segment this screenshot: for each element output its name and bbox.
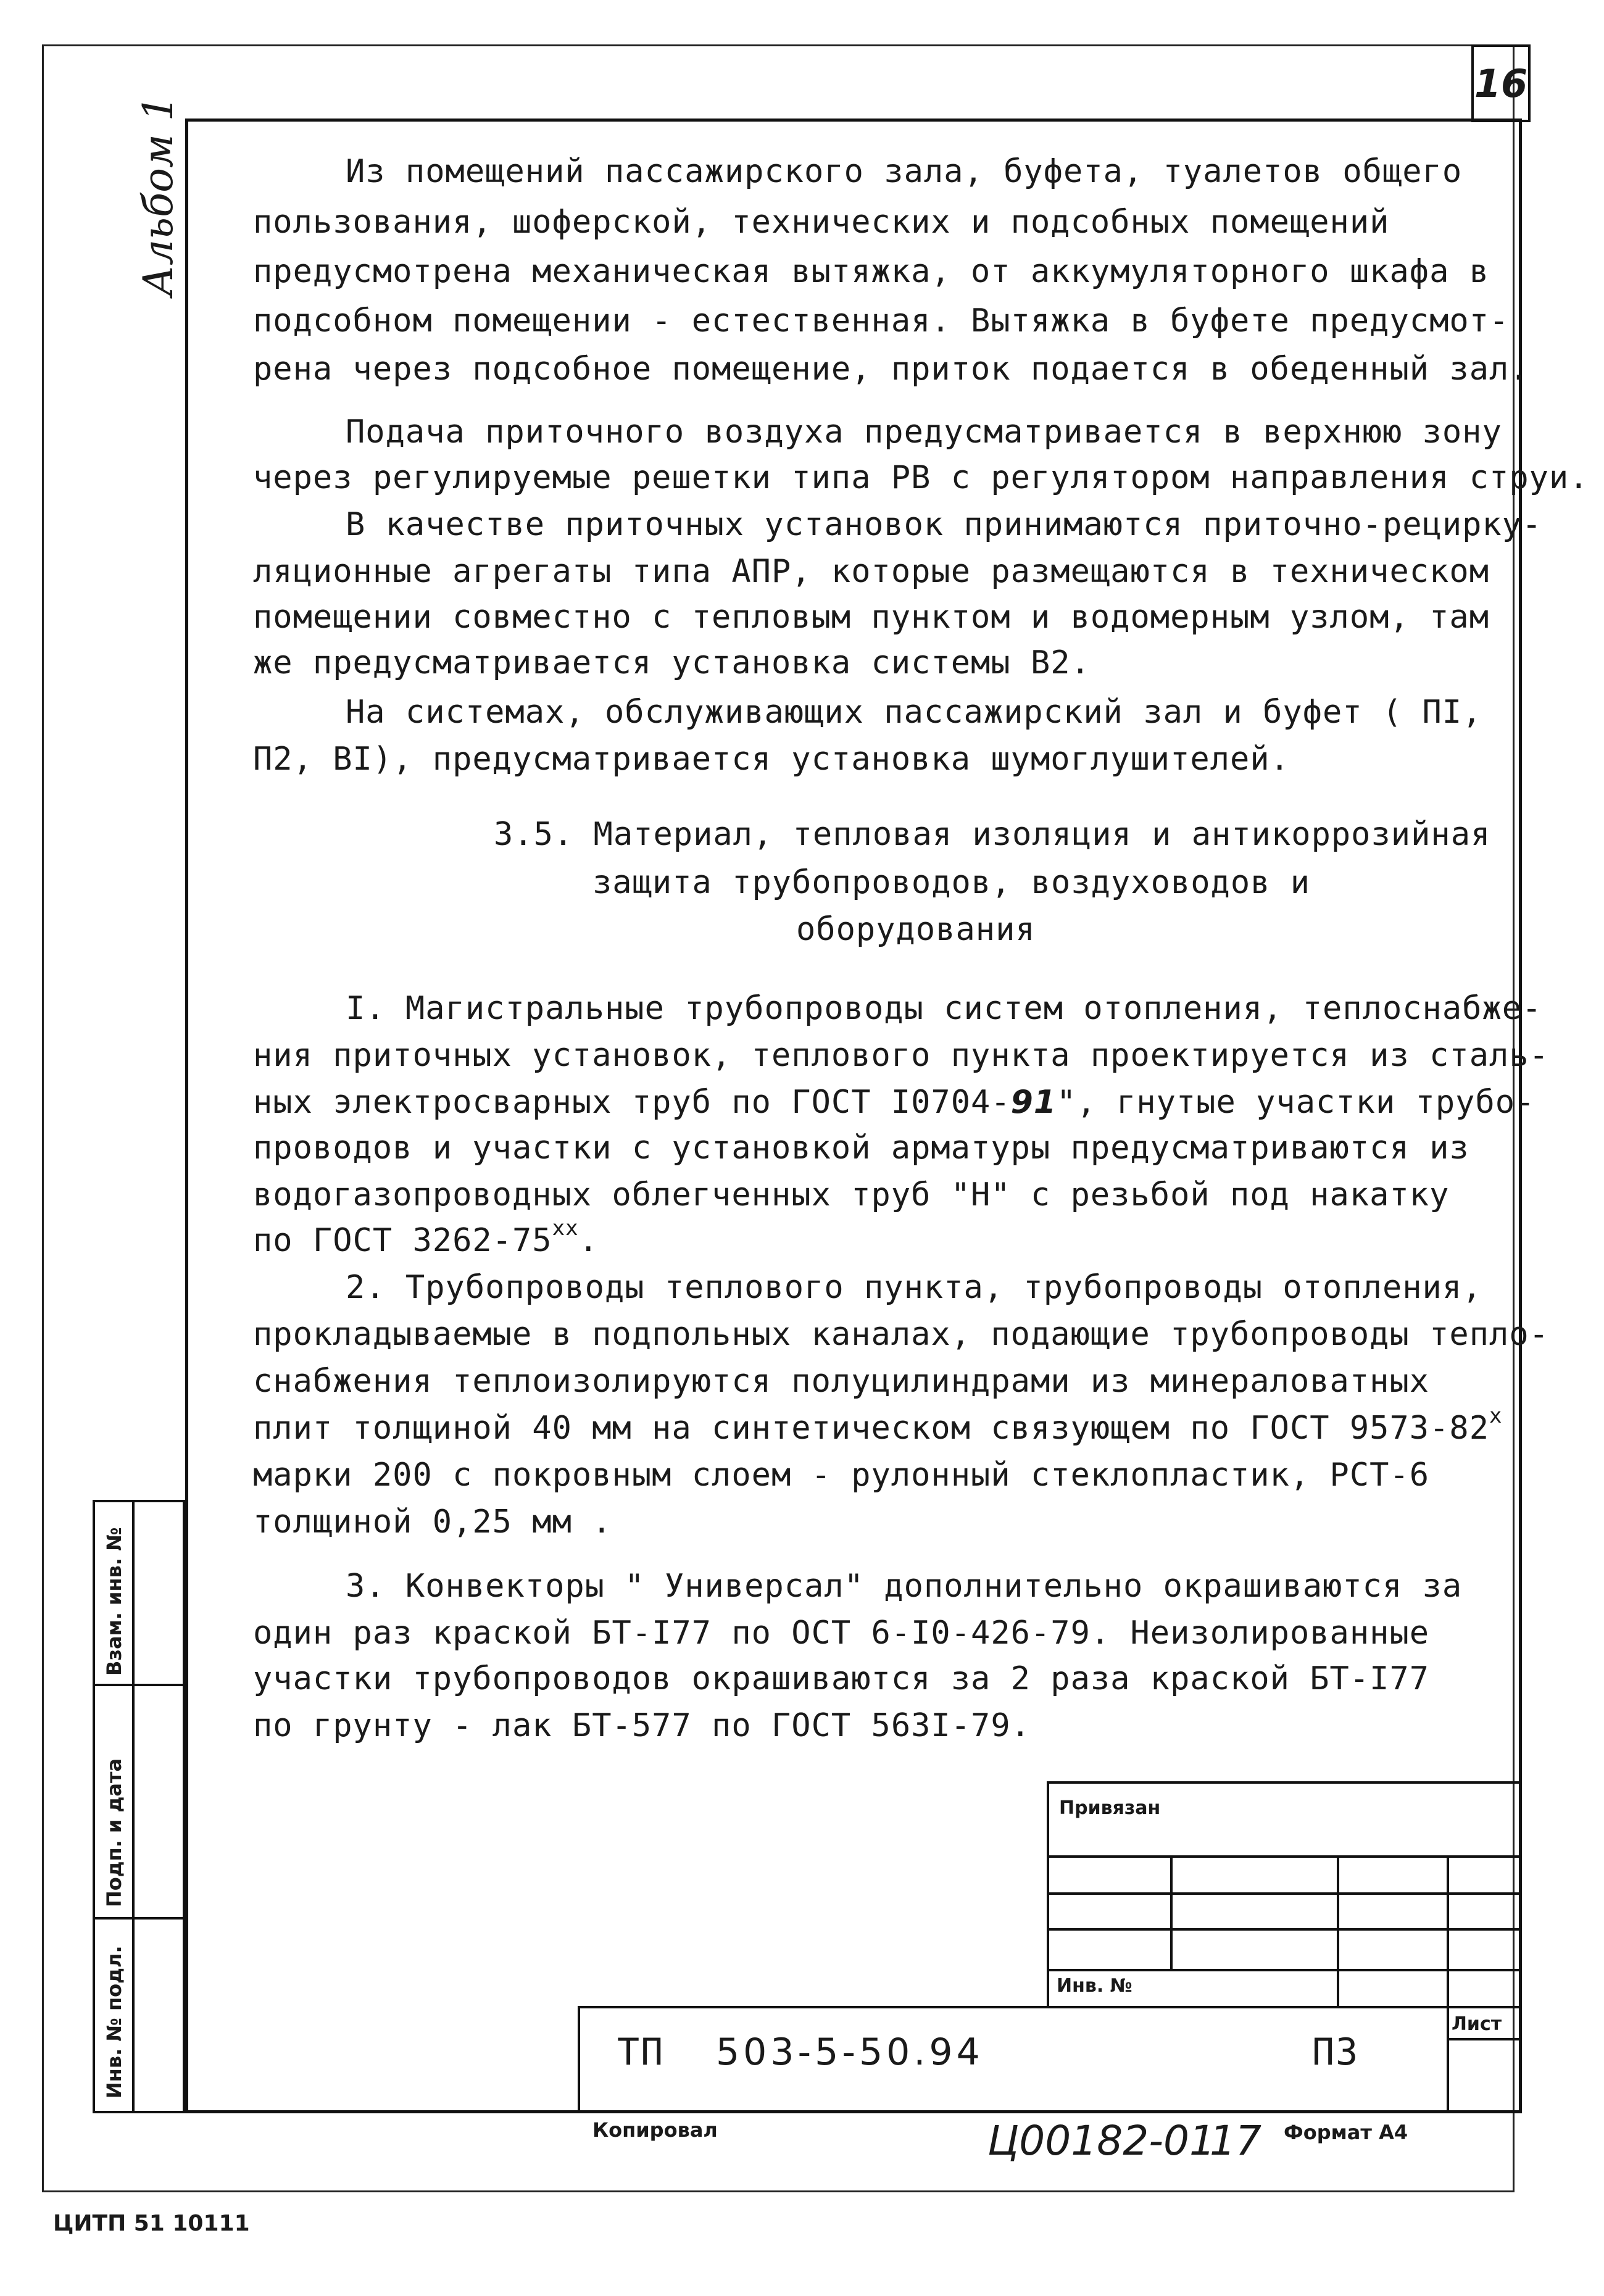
publisher-mark: ЦИТП 51 10111 (53, 2211, 250, 2236)
stamp-sheet-label: Лист (1452, 2013, 1502, 2035)
text-line: На системах, обслуживающих пассажирский зал и буфет ( ПI, (346, 694, 1482, 731)
text-line: I. Магистральные трубопроводы систем отопления, теплоснабже- (346, 990, 1542, 1027)
label-original-inventory-no: Инв. № подл. (102, 1945, 126, 2098)
page-number: 16 (1471, 44, 1531, 122)
label-replacement-inventory-no: Взам. инв. № (102, 1527, 126, 1676)
text-line: Подача приточного воздуха предусматривается в верхнюю зону (346, 414, 1502, 451)
doc-section: ПЗ (1312, 2031, 1360, 2074)
text-line: же предусматривается установка системы В2. (253, 644, 1091, 681)
text-line: толщиной 0,25 мм . (253, 1504, 612, 1541)
order-number: Ц00182-01 (987, 2117, 1215, 2165)
sheet-handwritten: 17 (1210, 2117, 1261, 2165)
text-line: по грунту - лак БТ-577 по ГОСТ 563I-79. (253, 1707, 1031, 1744)
stamp-inventory-label: Инв. № (1057, 1975, 1132, 1997)
text-line: предусмотрена механическая вытяжка, от аккумуляторного шкафа в (253, 253, 1490, 290)
text-line: подсобном помещении - естественная. Вытяжка в буфете предусмот- (253, 302, 1510, 339)
text-line: водогазопроводных облегченных труб "Н" с резьбой под накатку (253, 1176, 1450, 1213)
text-line: ляционные агрегаты типа АПР, которые размещаются в техническом (253, 553, 1490, 590)
text-line: рена через подсобное помещение, приток подается в обеденный зал. (253, 351, 1529, 388)
text-line: помещении совместно с тепловым пунктом и водомерным узлом, там (253, 599, 1490, 636)
section-heading-line: оборудования (796, 911, 1036, 948)
stamp-attached-label: Привязан (1059, 1797, 1161, 1819)
doc-code: 503-5-50.94 (716, 2031, 984, 2074)
text-line: П2, ВI), предусматривается установка шумоглушителей. (253, 741, 1290, 778)
text-line: участки трубопроводов окрашиваются за 2 раза краской БТ-I77 (253, 1660, 1430, 1697)
text-line: ных электросварных труб по ГОСТ I0704-91", гнутые участки трубо- (253, 1084, 1535, 1121)
label-signature-date: Подп. и дата (102, 1758, 126, 1907)
text-line: проводов и участки с установкой арматуры предусматриваются из (253, 1129, 1469, 1167)
text-line: пользования, шоферской, технических и подсобных помещений (253, 204, 1390, 241)
section-heading-line: защита трубопроводов, воздуховодов и (592, 864, 1311, 901)
doc-code-prefix: ТП (617, 2031, 665, 2074)
text-line: Из помещений пассажирского зала, буфета, туалетов общего (346, 153, 1463, 190)
text-line: один раз краской БТ-I77 по ОСТ 6-I0-426-79. Неизолированные (253, 1615, 1430, 1652)
text-line: 3. Конвекторы " Универсал" дополнительно окрашиваются за (346, 1568, 1463, 1605)
copied-by-label: Копировал (592, 2118, 718, 2142)
text-line: плит толщиной 40 мм на синтетическом связующем по ГОСТ $9573-82^х$ (253, 1404, 1503, 1447)
text-line: снабжения теплоизолируются полуцилиндрами из минераловатных (253, 1363, 1430, 1400)
text-line: через регулируемые решетки типа РВ с регулятором направления струи. (253, 459, 1589, 496)
section-heading-line: 3.5. Материал, тепловая изоляция и антикоррозийная (494, 816, 1491, 853)
handwritten-year: 91 (1010, 1084, 1057, 1121)
text-line: по ГОСТ $3262-75^{хх}$. (253, 1216, 599, 1259)
text-line: марки 200 с покровным слоем - рулонный стеклопластик, РСТ-6 (253, 1457, 1430, 1494)
text-line: В качестве приточных установок принимаются приточно-рециркy- (346, 506, 1542, 543)
text-line: прокладываемые в подпольных каналах, подающие трубопроводы тепло- (253, 1316, 1549, 1353)
text-line: ния приточных установок, теплового пункта проектируется из сталь- (253, 1037, 1549, 1074)
text-line: 2. Трубопроводы теплового пункта, трубопроводы отопления, (346, 1269, 1482, 1306)
format-label: Формат А4 (1284, 2121, 1408, 2144)
album-label: Альбом 1 (135, 95, 182, 296)
